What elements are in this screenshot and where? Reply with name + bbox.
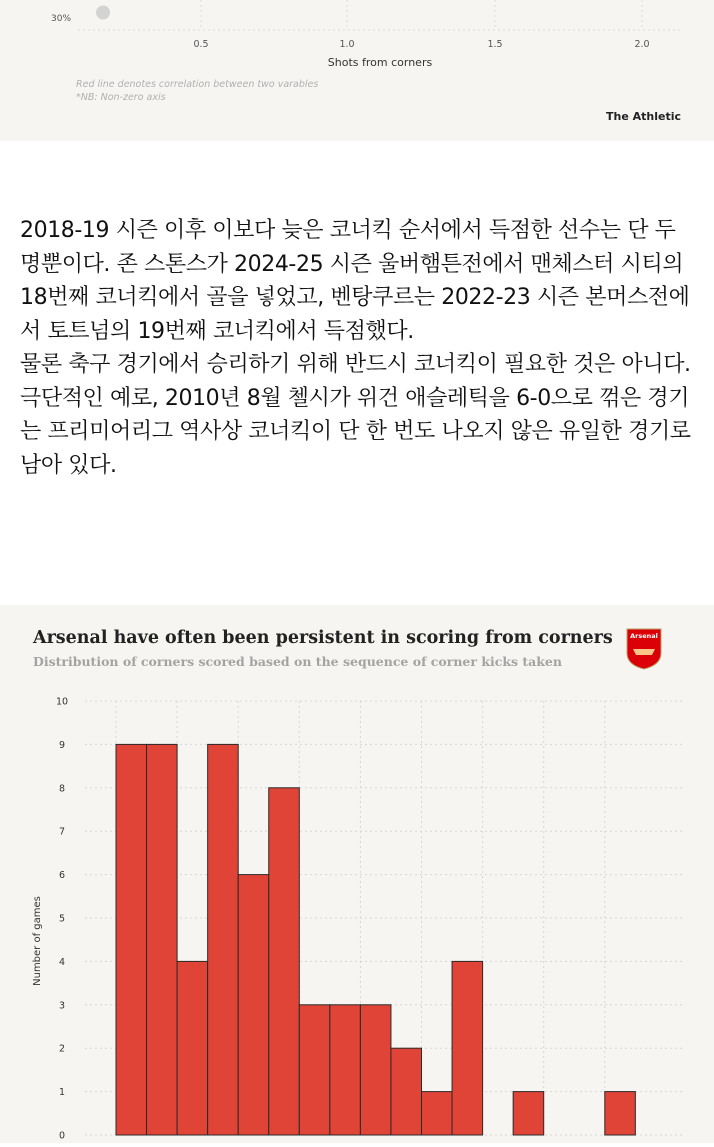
arsenal-crest-icon <box>627 629 661 669</box>
bars <box>116 744 635 1135</box>
y-tick-label: 6 <box>58 870 66 882</box>
scatter-x-axis-label: Shots from corners <box>327 56 433 69</box>
y-tick-label: 10 <box>55 696 69 708</box>
bar-chart-panel <box>0 605 714 1143</box>
scatter-note-correlation: Red line denotes correlation between two varables <box>76 79 319 90</box>
crest-label: Arsenal <box>630 632 658 640</box>
brand-logo-the-athletic: The Athletic <box>605 110 681 123</box>
bar <box>299 1005 330 1135</box>
bar <box>238 875 269 1135</box>
scatter-point <box>96 6 110 20</box>
y-tick-label: 3 <box>58 1000 66 1012</box>
bar-chart-svg <box>0 605 714 1143</box>
scatter-xtick: 0.5 <box>193 39 209 50</box>
article-body <box>20 214 700 482</box>
bar <box>116 744 147 1135</box>
y-tick-label: 1 <box>58 1087 66 1099</box>
bar <box>177 961 208 1135</box>
y-tick-label: 0 <box>58 1130 66 1142</box>
bar <box>391 1048 422 1135</box>
scatter-xtick: 2.0 <box>634 39 650 50</box>
chart-subtitle: Distribution of corners scored based on the sequence of corner kicks taken <box>33 654 562 669</box>
bar <box>513 1092 544 1135</box>
bar <box>147 744 178 1135</box>
article-paragraph-1: 2018-19 시즌 이후 이보다 늦은 코너킥 순서에서 득점한 선수는 단 두 명뿐이다. 존 스톤스가 2024-25 시즌 울버햄튼전에서 맨체스터 시티의 18번째 코너킥에서 골을 넣었고, 벤탕쿠르는 2022-23 시즌 본머스전에서 토트넘의 19번째 코너킥에서 득점했다. <box>20 218 690 344</box>
y-tick-label: 5 <box>58 913 66 925</box>
y-tick-label: 9 <box>58 739 66 751</box>
y-tick-label: 4 <box>58 956 66 968</box>
scatter-note-axis: *NB: Non-zero axis <box>76 92 166 103</box>
bar <box>330 1005 361 1135</box>
y-tick-label: 2 <box>58 1043 66 1055</box>
y-axis-ticks <box>56 697 68 1142</box>
y-axis-label: Number of games <box>32 896 43 986</box>
article-paragraph-2: 물론 축구 경기에서 승리하기 위해 반드시 코너킥이 필요한 것은 아니다. 극단적인 예로, 2010년 8월 첼시가 위건 애슬레틱을 6-0으로 꺾은 경기는 프리미어리그 역사상 코너킥이 단 한 번도 나오지 않은 유일한 경기로 남아 있다. <box>20 352 691 478</box>
y-tick-label: 8 <box>58 783 66 795</box>
scatter-chart-svg <box>0 0 714 141</box>
scatter-chart-panel <box>0 0 714 141</box>
bar <box>269 788 300 1135</box>
scatter-ytick-30: 30% <box>51 14 72 24</box>
bar <box>360 1005 391 1135</box>
y-tick-label: 7 <box>58 826 66 838</box>
bar <box>422 1092 453 1135</box>
bar <box>208 744 239 1135</box>
scatter-grid <box>78 0 680 30</box>
scatter-xtick: 1.5 <box>487 39 503 50</box>
scatter-xtick: 1.0 <box>339 39 355 50</box>
bar <box>605 1092 636 1135</box>
chart-title: Arsenal have often been persistent in scoring from corners <box>33 628 613 648</box>
bar <box>452 961 483 1135</box>
